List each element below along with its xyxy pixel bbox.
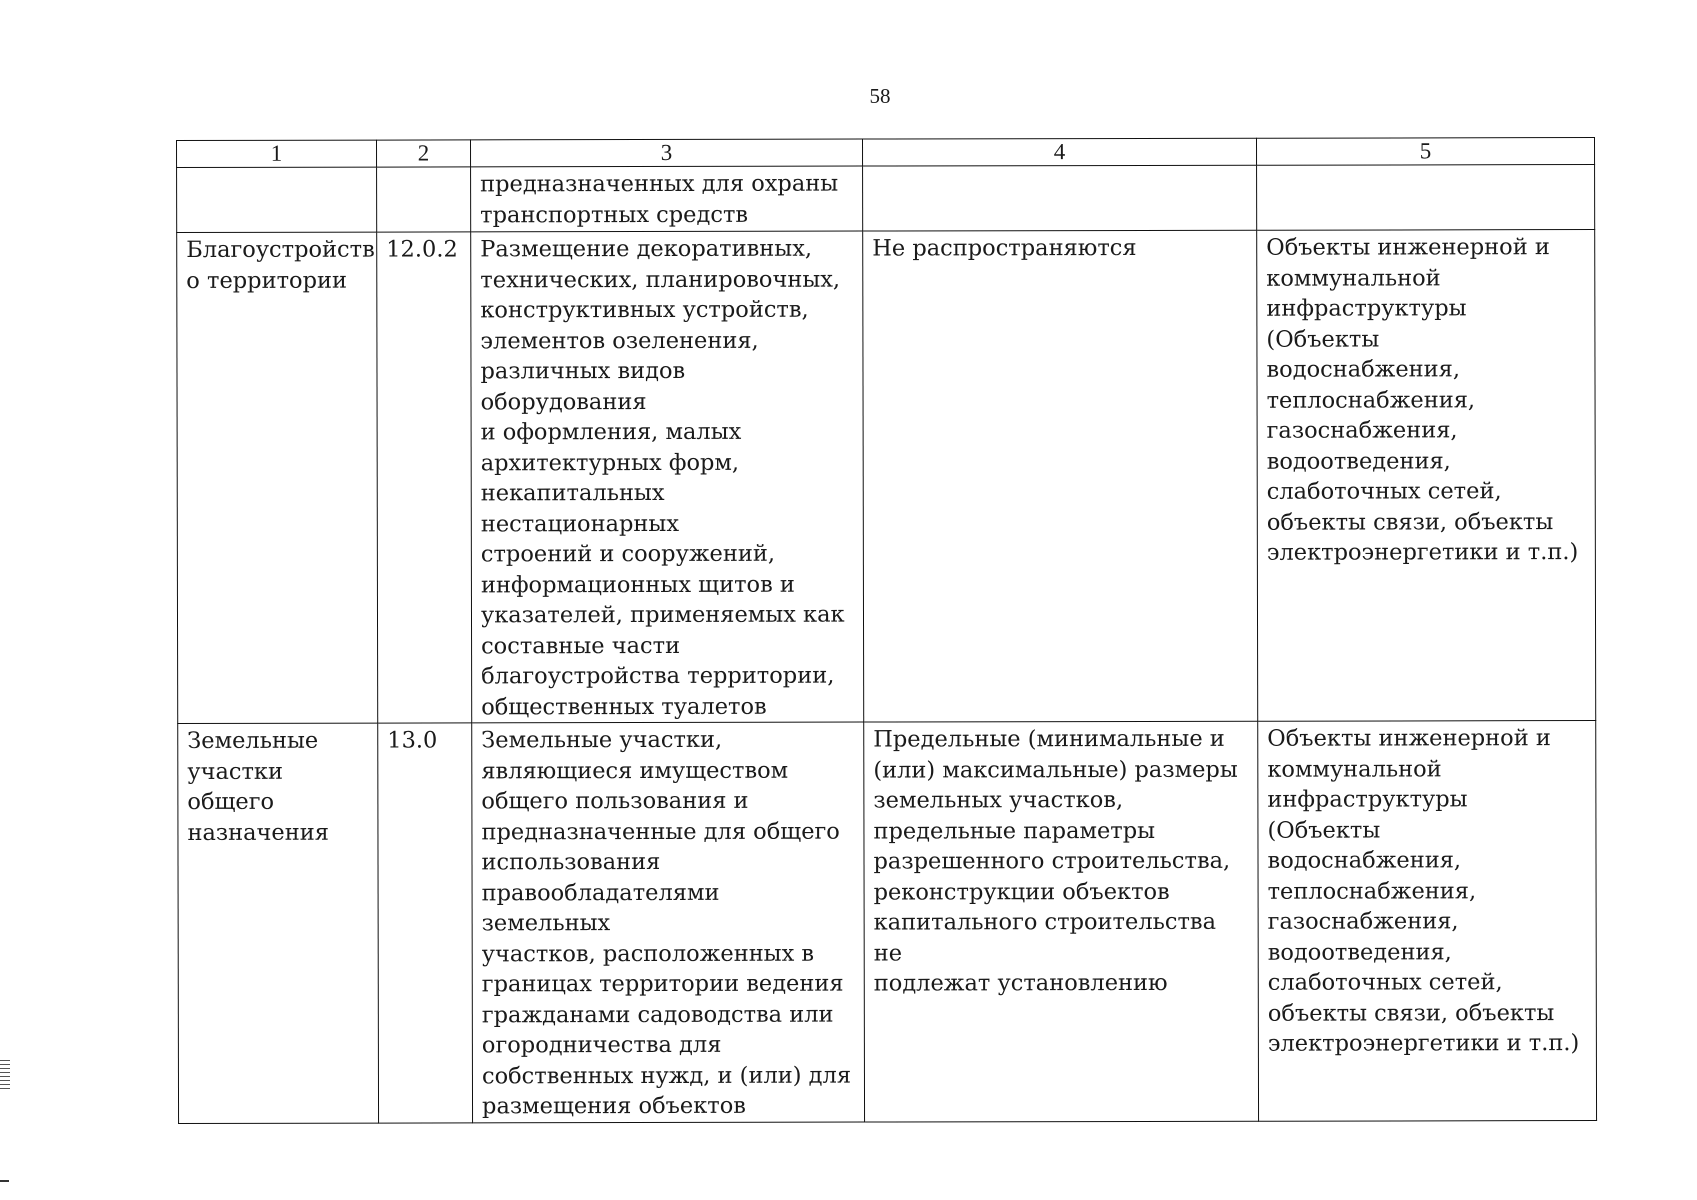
table-row <box>177 165 1595 233</box>
cell-objects <box>1257 230 1596 722</box>
cell-code <box>377 232 472 723</box>
cell-description <box>472 722 865 1122</box>
cell-description <box>471 166 863 232</box>
column-header-4: 4 <box>862 138 1256 166</box>
cell-parameters <box>863 165 1257 231</box>
cell-parameters <box>863 230 1258 722</box>
cell-code <box>377 167 471 232</box>
cell-objects-text: Объекты инженерной и коммунальной инфраструктуры (Объекты водоснабжения, теплоснабжения, газоснабжения, водоотведения, слаботочных сетей, объекты связи, объекты электроэнергетики и т.п.) <box>1267 725 1580 1057</box>
land-use-table <box>176 137 1597 1123</box>
column-header-1: 1 <box>177 140 377 167</box>
cell-name <box>177 167 377 232</box>
cell-description <box>471 231 864 723</box>
cell-description-text: Размещение декоративных, технических, планировочных, конструктивных устройств, элементов озеленения, различных видов оборудования и оформления, малых архитектурных форм, некапитальных нестационарных строений и сооружений, информационных щитов и указателей, применяемых как составные части благоустройства территории, общественных туалетов <box>480 235 845 720</box>
cell-name <box>177 232 378 723</box>
table-row <box>177 230 1596 724</box>
table-header-row <box>177 138 1595 168</box>
cell-name-text: Благоустройств о территории <box>186 236 375 294</box>
scan-edge-marks <box>0 1060 10 1092</box>
column-header-5: 5 <box>1256 138 1594 166</box>
cell-name <box>178 723 379 1123</box>
column-header-3: 3 <box>471 139 863 167</box>
cell-description-text: предназначенных для охраны транспортных средств <box>480 170 839 228</box>
page-number: 58 <box>869 84 891 108</box>
cell-name-text: Земельные участки общего назначения <box>187 727 329 846</box>
cell-parameters-text: Не распространяются <box>872 234 1137 262</box>
cell-parameters <box>864 721 1259 1121</box>
cell-objects <box>1257 165 1595 231</box>
column-header-2: 2 <box>377 140 471 167</box>
cell-code <box>378 723 473 1123</box>
scan-edge-dash <box>0 1180 9 1182</box>
cell-code-text: 12.0.2 <box>386 236 458 263</box>
cell-objects <box>1258 721 1597 1121</box>
cell-parameters-text: Предельные (минимальные и (или) максимальные) размеры земельных участков, предельные параметры разрешенного строительства, реконструкции объектов капитального строительства не подлежат установлению <box>873 725 1238 997</box>
cell-objects-text: Объекты инженерной и коммунальной инфраструктуры (Объекты водоснабжения, теплоснабжения, газоснабжения, водоотведения, слаботочных сетей, объекты связи, объекты электроэнергетики и т.п.) <box>1266 234 1579 566</box>
table-row <box>178 721 1597 1123</box>
cell-code-text: 13.0 <box>387 727 438 754</box>
cell-description-text: Земельные участки, являющиеся имуществом общего пользования и предназначенные для общего использования правообладателями земельных участков, расположенных в границах территории ведения гражданами садоводства или огородничества для собственных нужд, и (или) для размещения объектов <box>481 726 852 1120</box>
